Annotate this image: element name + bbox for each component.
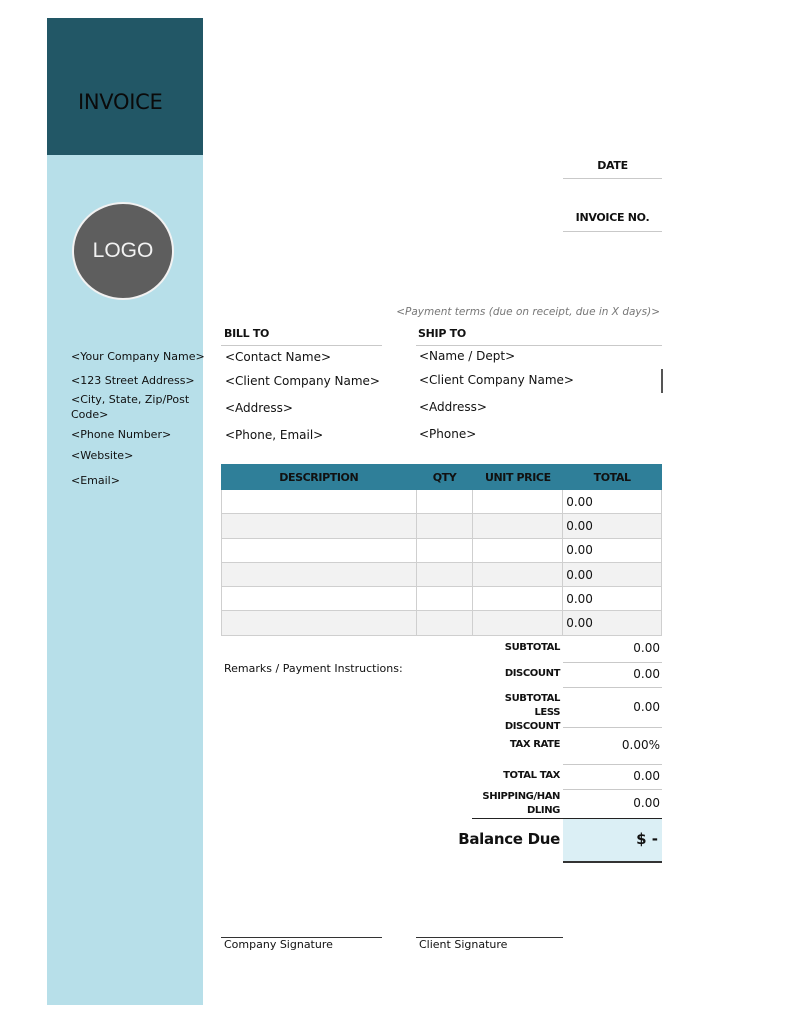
column-header-unit-price: UNIT PRICE (473, 465, 563, 490)
discount-label: DISCOUNT (504, 668, 560, 679)
date-field[interactable] (563, 178, 662, 179)
total-cell: 0.00 (563, 538, 662, 562)
discount-divider (563, 687, 662, 688)
balance-bottom-border (563, 861, 662, 863)
description-cell[interactable] (222, 514, 417, 538)
remarks-label: Remarks / Payment Instructions: (224, 662, 403, 675)
table-row (222, 538, 662, 562)
sidebar-header (47, 18, 203, 155)
description-cell[interactable] (222, 611, 417, 635)
table-row (222, 562, 662, 586)
invoice-title: INVOICE (78, 90, 163, 114)
ship-to-phone[interactable]: <Phone> (419, 427, 477, 441)
bill-to-divider (221, 345, 382, 346)
tax-rate-divider (563, 764, 662, 765)
bill-to-phone-email[interactable]: <Phone, Email> (225, 428, 324, 442)
payment-terms[interactable]: <Payment terms (due on receipt, due in X days)> (396, 306, 660, 318)
total-tax-value: 0.00 (633, 769, 660, 783)
invoice-no-field[interactable] (563, 231, 662, 232)
ship-to-company[interactable]: <Client Company Name> (419, 373, 574, 387)
invoice-no-label: INVOICE NO. (575, 211, 650, 224)
unit-price-cell[interactable] (473, 490, 563, 514)
subtotal-label: SUBTOTAL (504, 642, 560, 653)
table-header-row (222, 465, 662, 490)
subtotal-divider (563, 662, 662, 663)
total-tax-divider (563, 789, 662, 790)
total-cell: 0.00 (563, 514, 662, 538)
subtotal-less-discount-divider (563, 727, 662, 728)
bill-to-company[interactable]: <Client Company Name> (225, 374, 380, 388)
qty-cell[interactable] (416, 611, 473, 635)
table-row (222, 611, 662, 635)
description-cell[interactable] (222, 587, 417, 611)
unit-price-cell[interactable] (473, 538, 563, 562)
logo-text: LOGO (92, 239, 154, 262)
ship-to-divider (416, 345, 662, 346)
column-header-total: TOTAL (563, 465, 662, 490)
line-items-table (221, 464, 662, 636)
table-row (222, 587, 662, 611)
total-cell: 0.00 (563, 490, 662, 514)
ship-to-heading: SHIP TO (418, 327, 466, 340)
bill-to-heading: BILL TO (224, 327, 270, 340)
company-city[interactable]: <City, State, Zip/Post Code> (71, 393, 190, 421)
tax-rate-label: TAX RATE (509, 739, 560, 750)
tax-rate-value[interactable]: 0.00% (621, 738, 660, 752)
qty-cell[interactable] (416, 490, 473, 514)
table-row (222, 514, 662, 538)
discount-value[interactable]: 0.00 (633, 667, 660, 681)
column-header-description: DESCRIPTION (222, 465, 417, 490)
shipping-value[interactable]: 0.00 (633, 796, 660, 810)
description-cell[interactable] (222, 490, 417, 514)
subtotal-value: 0.00 (633, 641, 660, 655)
company-signature-label: Company Signature (224, 938, 333, 951)
ship-to-name-dept[interactable]: <Name / Dept> (419, 349, 516, 363)
qty-cell[interactable] (416, 514, 473, 538)
unit-price-cell[interactable] (473, 562, 563, 586)
bill-to-contact[interactable]: <Contact Name> (225, 350, 332, 364)
total-tax-label: TOTAL TAX (503, 770, 560, 781)
company-street[interactable]: <123 Street Address> (71, 374, 195, 387)
unit-price-cell[interactable] (473, 514, 563, 538)
bill-to-address[interactable]: <Address> (225, 401, 293, 415)
total-cell: 0.00 (563, 587, 662, 611)
balance-due-label: Balance Due (458, 830, 560, 848)
qty-cell[interactable] (416, 562, 473, 586)
total-cell: 0.00 (563, 611, 662, 635)
table-row (222, 490, 662, 514)
column-header-qty: QTY (416, 465, 473, 490)
balance-due-value: $ - (636, 830, 658, 848)
client-signature-label: Client Signature (419, 938, 508, 951)
ship-to-address[interactable]: <Address> (419, 400, 487, 414)
sidebar (47, 18, 203, 1005)
description-cell[interactable] (222, 562, 417, 586)
company-phone[interactable]: <Phone Number> (71, 428, 172, 441)
shipping-label: SHIPPING/HANDLING (482, 791, 560, 816)
text-cursor (661, 369, 663, 393)
description-cell[interactable] (222, 538, 417, 562)
subtotal-less-discount-value: 0.00 (633, 700, 660, 714)
total-cell: 0.00 (563, 562, 662, 586)
qty-cell[interactable] (416, 538, 473, 562)
subtotal-less-discount-label: SUBTOTAL LESS DISCOUNT (504, 693, 560, 732)
company-email[interactable]: <Email> (71, 474, 120, 487)
unit-price-cell[interactable] (473, 587, 563, 611)
unit-price-cell[interactable] (473, 611, 563, 635)
logo-placeholder[interactable] (72, 202, 174, 300)
company-website[interactable]: <Website> (71, 449, 134, 462)
qty-cell[interactable] (416, 587, 473, 611)
company-name[interactable]: <Your Company Name> (71, 350, 205, 363)
date-label: DATE (597, 159, 628, 172)
